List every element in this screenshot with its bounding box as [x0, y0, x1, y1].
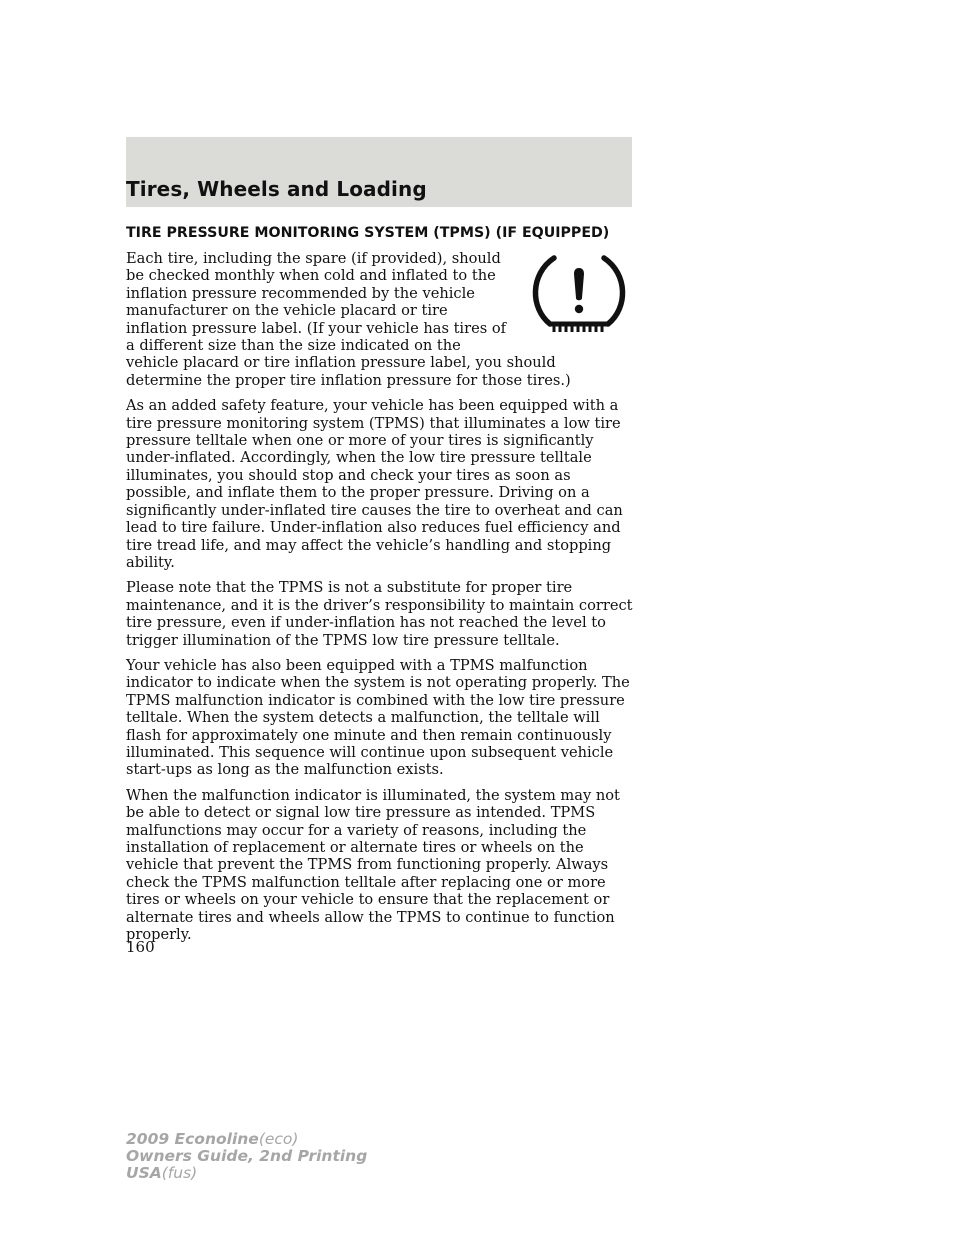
footer-model-code: (eco) — [258, 1130, 299, 1148]
paragraph-2: As an added safety feature, your vehicle has been equipped with a tire pressure monitoring system (TPMS) that illuminates a low tire pressure telltale when one or more of your tires is significantly under-inflated. Accordingly, when the low tire pressure telltale illuminates, you should stop and check your tires as soon as possible, and inflate them to the proper pressure. Driving on a significantly under-inflated tire causes the tire to overheat and can lead to tire failure. Under-inflation also reduces fuel efficiency and tire tread life, and may affect the vehicle’s handling and stopping ability. — [126, 397, 623, 571]
footer — [126, 1131, 367, 1182]
tpms-heading: TIRE PRESSURE MONITORING SYSTEM (TPMS) (IF EQUIPPED) — [126, 225, 610, 241]
tpms-warning-icon — [522, 250, 636, 340]
content-area — [126, 224, 634, 951]
footer-market: USA — [126, 1164, 162, 1182]
paragraph-5: When the malfunction indicator is illuminated, the system may not be able to detect or signal low tire pressure as intended. TPMS malfunctions may occur for a variety of reasons, including the installation of replacement or alternate tires or wheels on the vehicle that prevent the TPMS from functioning properly. Always check the TPMS malfunction telltale after replacing one or more tires or wheels on your vehicle to ensure that the replacement or alternate tires and wheels allow the TPMS to continue to function properly. — [126, 786, 620, 944]
footer-line-2: Owners Guide, 2nd Printing — [126, 1147, 368, 1165]
paragraph-1: Each tire, including the spare (if provided), should be checked monthly when cold and inflated to the inflation pressure recommended by the vehicle manufacturer on the vehicle placard or tire inflation pressure label. (If your vehicle has tires of a different size than the size indicated on the vehicle placard or tire inflation pressure label, you should determine the proper tire inflation pressure for those tires.) — [126, 250, 571, 389]
paragraph-4: Your vehicle has also been equipped with a TPMS malfunction indicator to indicate when the system is not operating properly. The TPMS malfunction indicator is combined with the low tire pressure telltale. When the system detects a malfunction, the telltale will flash for approximately one minute and then remain continuously illuminated. This sequence will continue upon subsequent vehicle start-ups as long as the malfunction exists. — [126, 656, 630, 779]
footer-line-3 — [126, 1165, 367, 1182]
footer-model: 2009 Econoline — [126, 1130, 259, 1148]
footer-line-1 — [126, 1131, 367, 1148]
section-title: Tires, Wheels and Loading — [126, 177, 427, 201]
paragraph-3: Please note that the TPMS is not a substitute for proper tire maintenance, and it is the driver’s responsibility to maintain correct tire pressure, even if under-inflation has not reached the level to trigger illumination of the TPMS low tire pressure telltale. — [126, 579, 633, 649]
footer-market-code: (fus) — [161, 1164, 198, 1182]
paragraph-1-block — [126, 250, 634, 389]
page-number: 160 — [126, 938, 155, 956]
